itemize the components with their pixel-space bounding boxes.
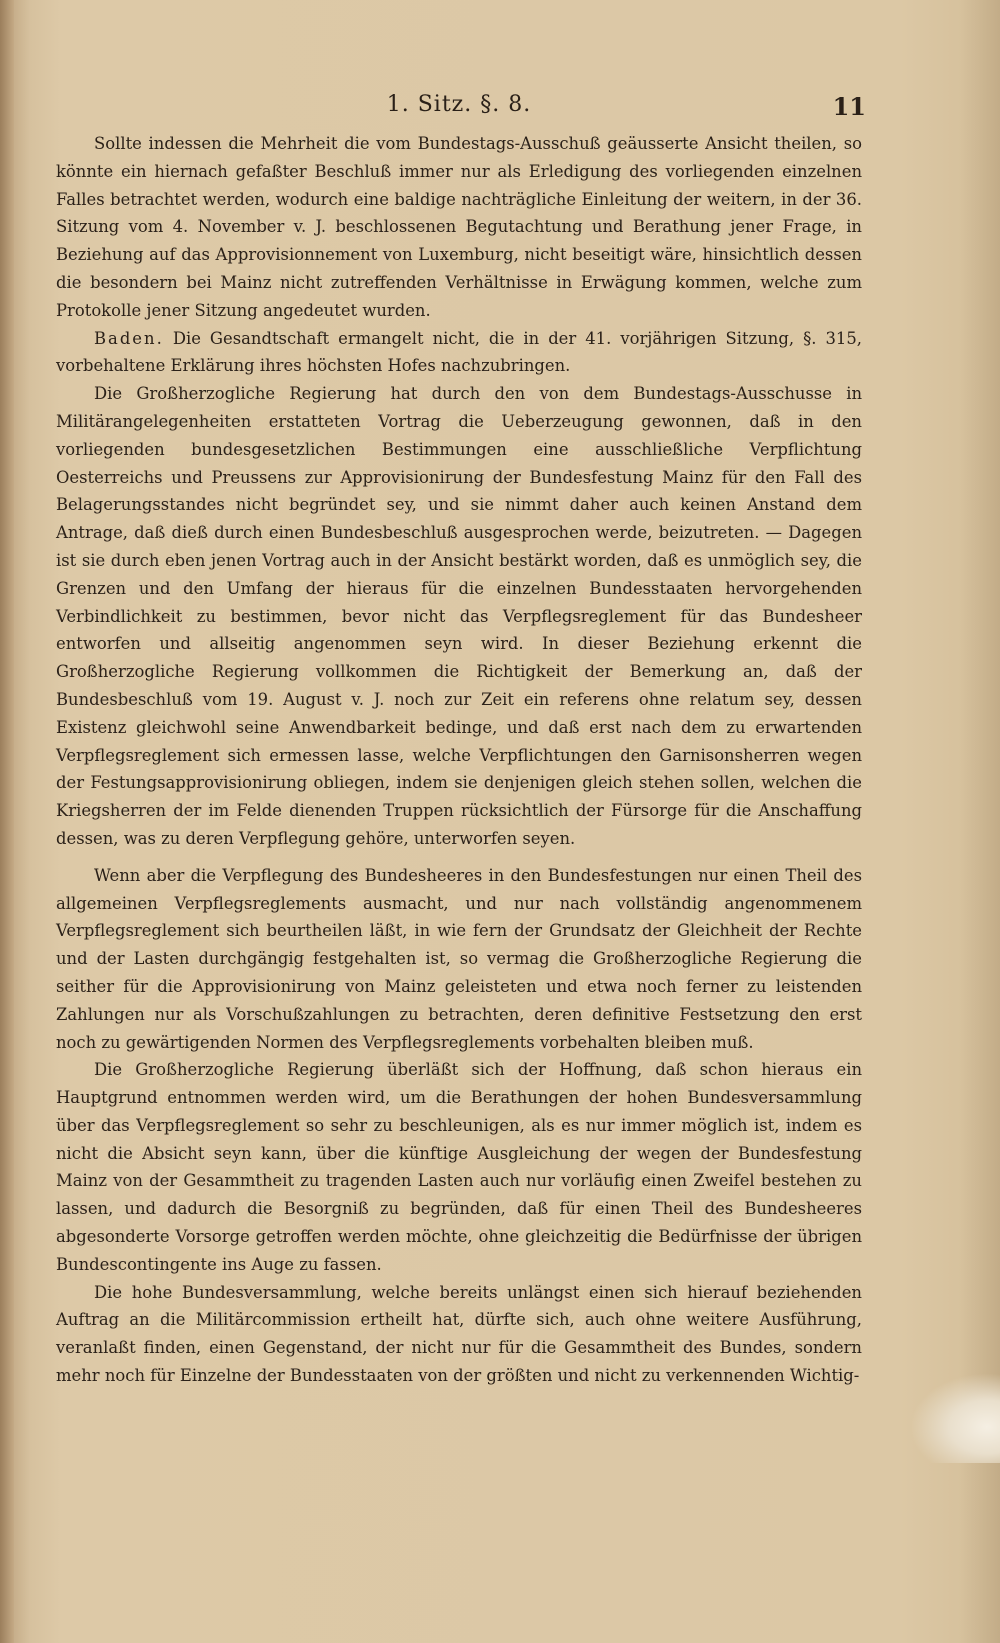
paragraph-3 [56, 380, 862, 853]
paragraph-6 [56, 1279, 862, 1390]
paragraph-4 [56, 862, 862, 1057]
running-title: 1. Sitz. §. 8. [386, 92, 532, 117]
paragraph-2 [56, 325, 862, 381]
page-number: 11 [832, 92, 866, 121]
paragraph-text: Wenn aber die Verpflegung des Bundesheeres in den Bundesfestungen nur einen Theil des allgemeinen Verpflegsreglements ausmacht, und nur nach vollständig angenommenem Verpflegsreglement sich beurtheilen läßt, in wie fern der Grundsatz der Gleichheit der Rechte und der Lasten durchgängig festgehalten ist, so vermag die Großherzogliche Regierung die seither für die Approvisionirung von Mainz geleisteten und etwa noch ferner zu leistenden Zahlungen nur als Vorschußzahlungen zu betrachten, deren definitive Festsetzung den erst noch zu gewärtigenden Normen des Verpflegsreglements vorbehalten bleiben muß. [56, 865, 862, 1052]
paragraph-text: Die hohe Bundesversammlung, welche bereits unlängst einen sich hierauf beziehenden Auftrag an die Militärcommission ertheilt hat, dürfte sich, auch ohne weitere Ausführung, veranlaßt finden, einen Gegenstand, der nicht nur für die Gesammtheit des Bundes, sondern mehr noch für Einzelne der Bundesstaaten von der größten und nicht zu verkennenden Wichtig- [56, 1282, 862, 1386]
paragraph-5 [56, 1056, 862, 1278]
state-heading: Baden. [94, 328, 164, 348]
paper-fold-highlight [910, 1373, 1000, 1463]
page-header [56, 92, 866, 128]
paragraph-1 [56, 130, 862, 325]
paragraph-text: Die Großherzogliche Regierung hat durch den von dem Bundestags-Ausschusse in Militärangelegenheiten erstatteten Vortrag die Ueberzeugung gewonnen, daß in den vorliegenden bundesgesetzlichen Bestimmungen eine ausschließliche Verpflichtung Oesterreichs und Preussens zur Approvisionirung der Bundesfestung Mainz für den Fall des Belagerungsstandes nicht begründet sey, und sie nimmt daher auch keinen Anstand dem Antrage, daß dieß durch einen Bundesbeschluß ausgesprochen werde, beizutreten. — Dagegen ist sie durch eben jenen Vortrag auch in der Ansicht bestärkt worden, daß es unmöglich sey, die Grenzen und den Umfang der hieraus für die einzelnen Bundesstaaten hervorgehenden Verbindlichkeit zu bestimmen, bevor nicht das Verpflegsreglement für das Bundesheer entworfen und allseitig angenommen seyn wird. In dieser Beziehung erkennt die Großherzogliche Regierung vollkommen die Richtigkeit der Bemerkung an, daß der Bundesbeschluß vom 19. August v. J. noch zur Zeit ein referens ohne relatum sey, dessen Existenz gleichwohl seine Anwendbarkeit bedinge, und daß erst nach dem zu erwartenden Verpflegsreglement sich ermessen lasse, welche Verpflichtungen den Garnisonsherren wegen der Festungsapprovisionirung obliegen, indem sie denjenigen gleich stehen sollen, welchen die Kriegsherren der im Felde dienenden Truppen rücksichtlich der Fürsorge für die Anschaffung dessen, was zu deren Verpflegung gehöre, unterworfen seyen. [56, 384, 862, 848]
paragraph-text: Sollte indessen die Mehrheit die vom Bundestags-Ausschuß geäusserte Ansicht theilen, so könnte ein hiernach gefaßter Beschluß immer nur als Erledigung des vorliegenden einzelnen Falles betrachtet werden, wodurch eine baldige nachträgliche Einleitung der weitern, in der 36. Sitzung vom 4. November v. J. beschlossenen Begutachtung und Berathung jener Frage, in Beziehung auf das Approvisionnement von Luxemburg, nicht beseitigt wäre, hinsichtlich dessen die besondern bei Mainz nicht zutreffenden Verhältnisse in Erwägung kommen, welche zum Protokolle jener Sitzung angedeutet wurden. [56, 134, 862, 320]
paragraph-text: Die Großherzogliche Regierung überläßt sich der Hoffnung, daß schon hieraus ein Hauptgrund entnommen werden wird, um die Berathungen der hohen Bundesversammlung über das Verpflegsreglement so sehr zu beschleunigen, als es nur immer möglich ist, indem es nicht die Absicht seyn kann, über die künftige Ausgleichung der wegen der Bundesfestung Mainz von der Gesammtheit zu tragenden Lasten auch nur vorläufig einen Zweifel bestehen zu lassen, und dadurch die Besorgniß zu begründen, daß für einen Theil des Bundesheeres abgesonderte Vorsorge getroffen werden möchte, ohne gleichzeitig die Bedürfnisse der übrigen Bundescontingente ins Auge zu fassen. [56, 1060, 862, 1274]
body-text [56, 130, 862, 1390]
paragraph-text: Die Gesandtschaft ermangelt nicht, die in der 41. vorjährigen Sitzung, §. 315, vorbehaltene Erklärung ihres höchsten Hofes nachzubringen. [56, 328, 862, 376]
